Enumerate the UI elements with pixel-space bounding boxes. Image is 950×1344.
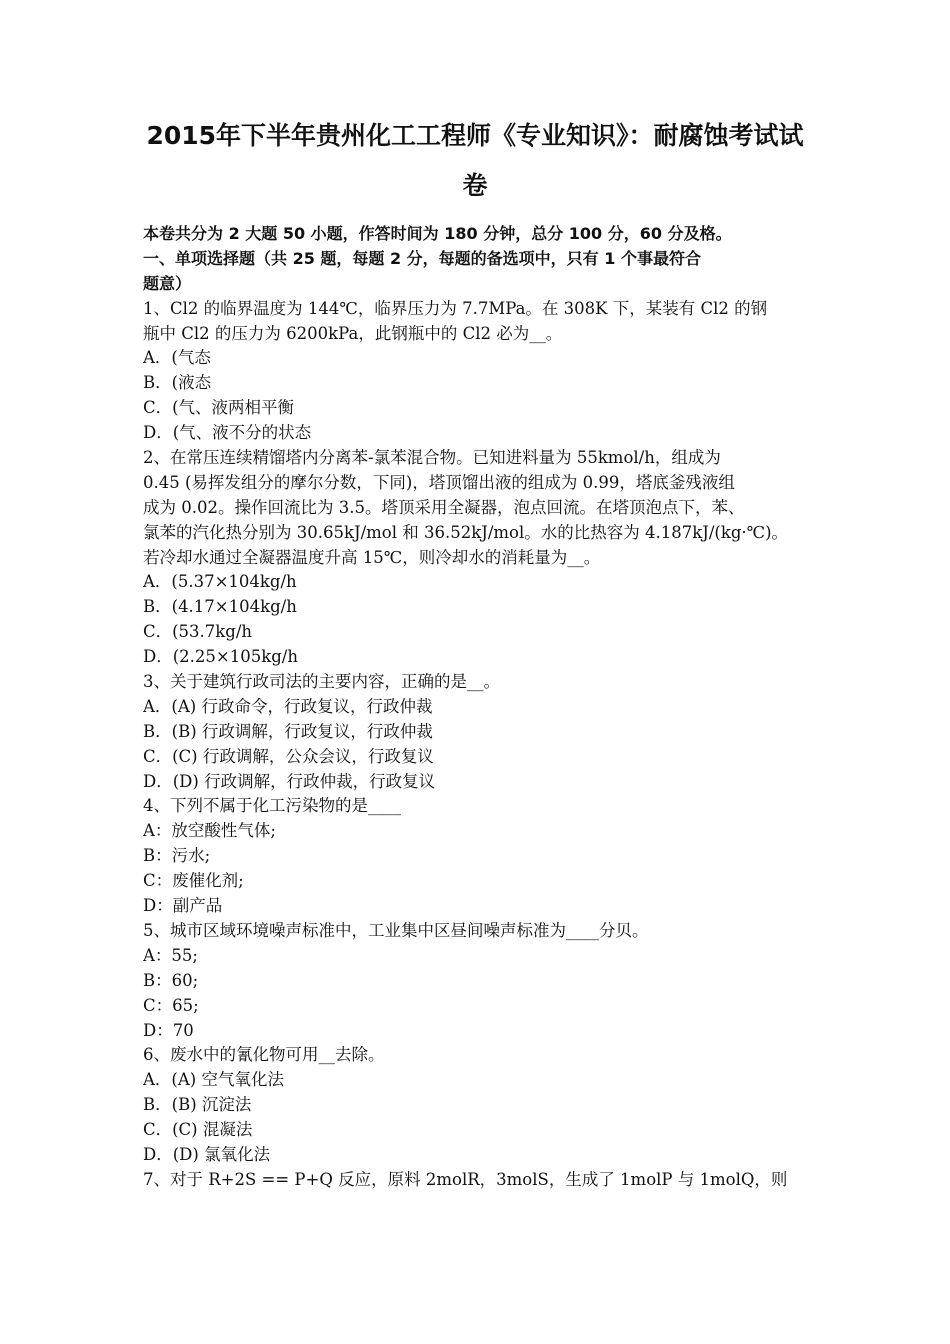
question-5 [143,919,811,1043]
question-stem-line: 1、Cl2 的临界温度为 144℃，临界压力为 7.7MPa。在 308K 下，某装有 Cl2 的钢 [143,298,768,318]
question-option: B．(B) 行政调解，行政复议，行政仲裁 [143,721,433,741]
question-option: C．(气、液两相平衡 [143,398,295,418]
question-stem-line: 2、在常压连续精馏塔内分离苯-氯苯混合物。已知进料量为 55kmol/h，组成为 [143,448,721,468]
question-stem-line: 0.45 (易挥发组分的摩尔分数，下同)，塔顶馏出液的组成为 0.99，塔底釜残液组 [143,472,735,492]
question-option: D．(2.25×105kg/h [143,647,298,667]
question-option: A：放空酸性气体; [143,821,276,841]
document-title-line-2: 卷 [462,171,488,200]
document-title-line-1: 2015年下半年贵州化工工程师《专业知识》：耐腐蚀考试试 [146,121,804,150]
question-stem-line: 成为 0.02。操作回流比为 3.5。塔顶采用全凝器，泡点回流。在塔顶泡点下，苯、 [143,497,745,517]
question-option: B．(B) 沉淀法 [143,1095,252,1115]
question-option: C：废催化剂; [143,871,244,891]
question-option: C．(53.7kg/h [143,622,253,642]
question-option: D．(D) 行政调解，行政仲裁，行政复议 [143,771,436,791]
question-stem-line: 氯苯的汽化热分别为 30.65kJ/mol 和 36.52kJ/mol。水的比热容为 4.187kJ/(kg·℃)。 [143,522,789,542]
question-1 [143,297,811,446]
question-option: D：70 [143,1020,194,1040]
question-2 [143,446,811,670]
question-stem-line: 若冷却水通过全凝器温度升高 15℃，则冷却水的消耗量为__。 [143,547,601,567]
question-option: D．(D) 氯氧化法 [143,1144,271,1164]
question-stem-line: 4、下列不属于化工污染物的是____ [143,796,401,816]
question-option: C．(C) 行政调解，公众会议，行政复议 [143,746,434,766]
question-option: B：污水; [143,846,211,866]
question-option: A：55; [143,945,198,965]
question-option: C．(C) 混凝法 [143,1120,253,1140]
question-option: A．(5.37×104kg/h [143,572,297,592]
question-option: B．(4.17×104kg/h [143,597,297,617]
question-option: A．(A) 行政命令，行政复议，行政仲裁 [143,696,433,716]
question-stem-line: 3、关于建筑行政司法的主要内容，正确的是__。 [143,672,500,692]
question-4 [143,794,811,918]
question-stem-line: 6、废水中的氰化物可用__去除。 [143,1045,385,1065]
question-option: C：65; [143,995,199,1015]
question-option: B．(液态 [143,373,212,393]
section-heading-line-2: 题意） [143,273,192,293]
section-heading-line-1: 一、单项选择题（共 25 题，每题 2 分，每题的备选项中，只有 1 个事最符合 [143,248,701,268]
question-stem-line: 7、对于 R+2S == P+Q 反应，原料 2molR，3molS，生成了 1molP 与 1molQ，则 [143,1169,788,1189]
question-option: D．(气、液不分的状态 [143,423,312,443]
question-stem-line: 瓶中 Cl2 的压力为 6200kPa，此钢瓶中的 Cl2 必为__。 [143,323,563,343]
question-option: B：60; [143,970,199,990]
question-option: D：副产品 [143,896,223,916]
question-option: A．(A) 空气氧化法 [143,1070,284,1090]
question-stem-line: 5、城市区域环境噪声标准中，工业集中区昼间噪声标准为____分贝。 [143,920,649,940]
question-option: A．(气态 [143,348,211,368]
question-3 [143,670,811,794]
exam-intro: 本卷共分为 2 大题 50 小题，作答时间为 180 分钟，总分 100 分，60 分及格。 [143,224,732,243]
document-body [143,222,811,1193]
question-6 [143,1043,811,1167]
question-7 [143,1168,811,1193]
